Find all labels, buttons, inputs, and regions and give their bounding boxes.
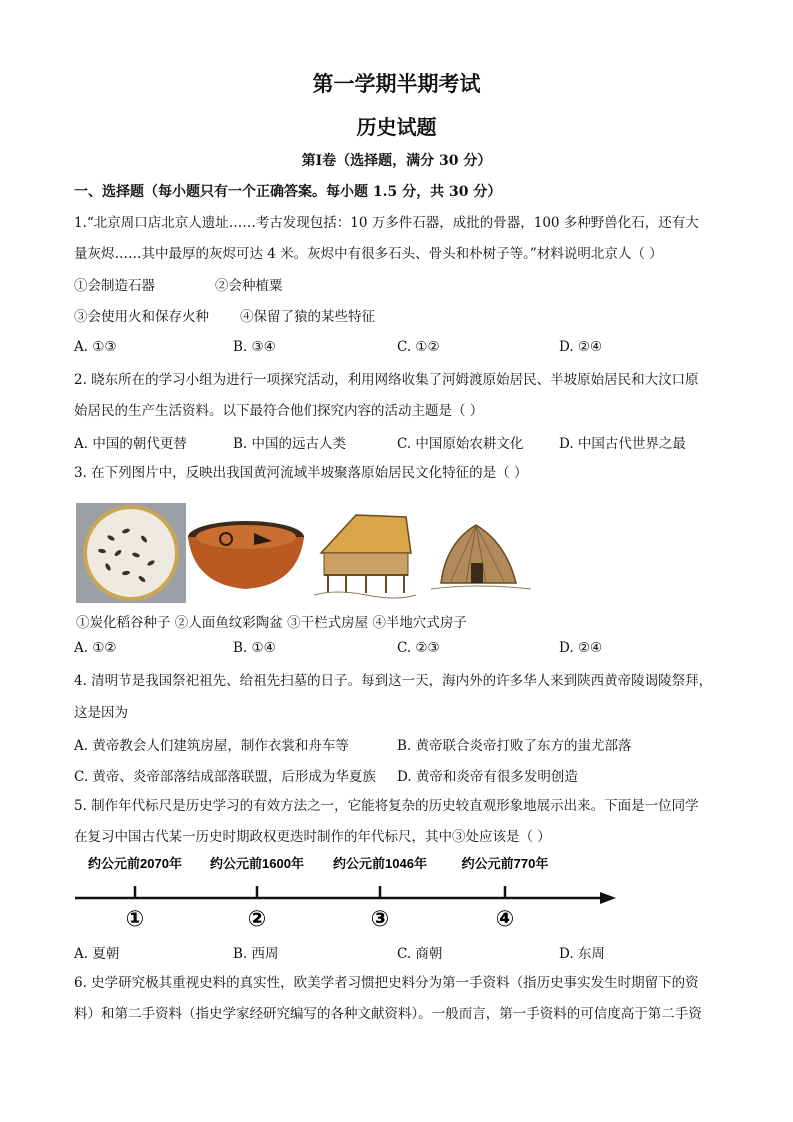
- q3-option-a[interactable]: A. ①②: [74, 640, 117, 656]
- q1-line-1: 1.“北京周口店北京人遗址……考古发现包括：10 万多件石器，成批的骨器，100 多种野兽化石，还有大: [74, 215, 699, 231]
- q4-line-1: 4. 清明节是我国祭祀祖先、给祖先扫墓的日子。每到这一天，海内外的许多华人来到陕西黄帝陵谒陵祭拜，: [74, 673, 713, 689]
- q2-option-b[interactable]: B. 中国的远古人类: [233, 436, 347, 452]
- timeline-arrow-icon: [600, 892, 616, 904]
- timeline-date-2: 约公元前1600年: [210, 856, 304, 871]
- timeline-mark-1: ①: [125, 907, 145, 932]
- pottery-basin-picture: [188, 521, 304, 589]
- q3-picture-caption: ①炭化稻谷种子 ②人面鱼纹彩陶盆 ③干栏式房屋 ④半地穴式房子: [76, 615, 467, 631]
- part-title: 第Ⅰ卷（选择题，满分 30 分）: [301, 153, 492, 169]
- q1-option-b[interactable]: B. ③④: [233, 339, 276, 355]
- timeline-mark-2: ②: [247, 907, 267, 932]
- timeline-date-3: 约公元前1046年: [333, 856, 427, 871]
- rice-seeds-picture: [76, 503, 186, 603]
- q3-option-d[interactable]: D. ②④: [559, 640, 603, 656]
- q5-option-b[interactable]: B. 西周: [233, 946, 279, 962]
- q2-option-a[interactable]: A. 中国的朝代更替: [74, 436, 187, 452]
- q3-pictures: [76, 503, 536, 603]
- stilt-house-picture: [314, 515, 416, 598]
- timeline-date-4: 约公元前770年: [461, 856, 549, 871]
- q4-option-a[interactable]: A. 黄帝教会人们建筑房屋，制作衣裳和舟车等: [74, 738, 349, 754]
- exam-title: 第一学期半期考试: [312, 71, 481, 96]
- q2-line-2: 始居民的生产生活资料。以下最符合他们探究内容的活动主题是（ ）: [74, 403, 484, 419]
- q2-option-d[interactable]: D. 中国古代世界之最: [559, 436, 686, 452]
- q4-line-2: 这是因为: [74, 705, 128, 721]
- subject-title: 历史试题: [356, 115, 437, 139]
- q5-option-a[interactable]: A. 夏朝: [74, 946, 120, 962]
- q3-line-1: 3. 在下列图片中，反映出我国黄河流域半坡聚落原始居民文化特征的是（ ）: [74, 465, 528, 481]
- q5-option-d[interactable]: D. 东周: [559, 946, 605, 962]
- q3-option-b[interactable]: B. ①④: [233, 640, 276, 656]
- timeline-date-1: 约公元前2070年: [88, 856, 182, 871]
- q2-line-1: 2. 晓东所在的学习小组为进行一项探究活动，利用网络收集了河姆渡原始居民、半坡原始居民和大汶口原: [74, 372, 699, 388]
- q1-statement-3: ③会使用火和保存火种: [74, 309, 209, 325]
- q1-option-d[interactable]: D. ②④: [559, 339, 603, 355]
- q1-line-2: 量灰烬……其中最厚的灰烬可达 4 米。灰烬中有很多石头、骨头和朴树子等。”材料说明北京人（ ）: [74, 246, 663, 262]
- q4-option-c[interactable]: C. 黄帝、炎帝部落结成部落联盟，后形成为华夏族: [74, 769, 376, 785]
- q4-option-d[interactable]: D. 黄帝和炎帝有很多发明创造: [397, 769, 578, 785]
- q5-timeline: [70, 852, 630, 934]
- q3-option-c[interactable]: C. ②③: [397, 640, 440, 656]
- timeline-mark-4: ④: [495, 907, 515, 932]
- timeline-mark-3: ③: [370, 907, 390, 932]
- q1-statement-1: ①会制造石器: [74, 278, 155, 294]
- q1-option-c[interactable]: C. ①②: [397, 339, 440, 355]
- q5-option-c[interactable]: C. 商朝: [397, 946, 443, 962]
- q4-option-b[interactable]: B. 黄帝联合炎帝打败了东方的蚩尤部落: [397, 738, 632, 754]
- q1-statement-2: ②会种植粟: [215, 278, 283, 294]
- q5-line-1: 5. 制作年代标尺是历史学习的有效方法之一，它能将复杂的历史较直观形象地展示出来。下面是一位同学: [74, 798, 699, 814]
- section-heading: 一、选择题（每小题只有一个正确答案。每小题 1.5 分，共 30 分）: [74, 184, 502, 200]
- q2-option-c[interactable]: C. 中国原始农耕文化: [397, 436, 524, 452]
- q1-option-a[interactable]: A. ①③: [74, 339, 117, 355]
- q6-line-1: 6. 史学研究极其重视史料的真实性，欧美学者习惯把史料分为第一手资料（指历史事实发生时期留下的资: [74, 975, 699, 991]
- q5-line-2: 在复习中国古代某一历史时期政权更迭时制作的年代标尺，其中③处应该是（ ）: [74, 829, 551, 845]
- pit-house-picture: [431, 525, 531, 589]
- q1-statement-4: ④保留了猿的某些特征: [240, 309, 375, 325]
- q6-line-2: 料）和第二手资料（指史学家经研究编写的各种文献资料）。一般而言，第一手资料的可信度高于第二手资: [74, 1006, 702, 1022]
